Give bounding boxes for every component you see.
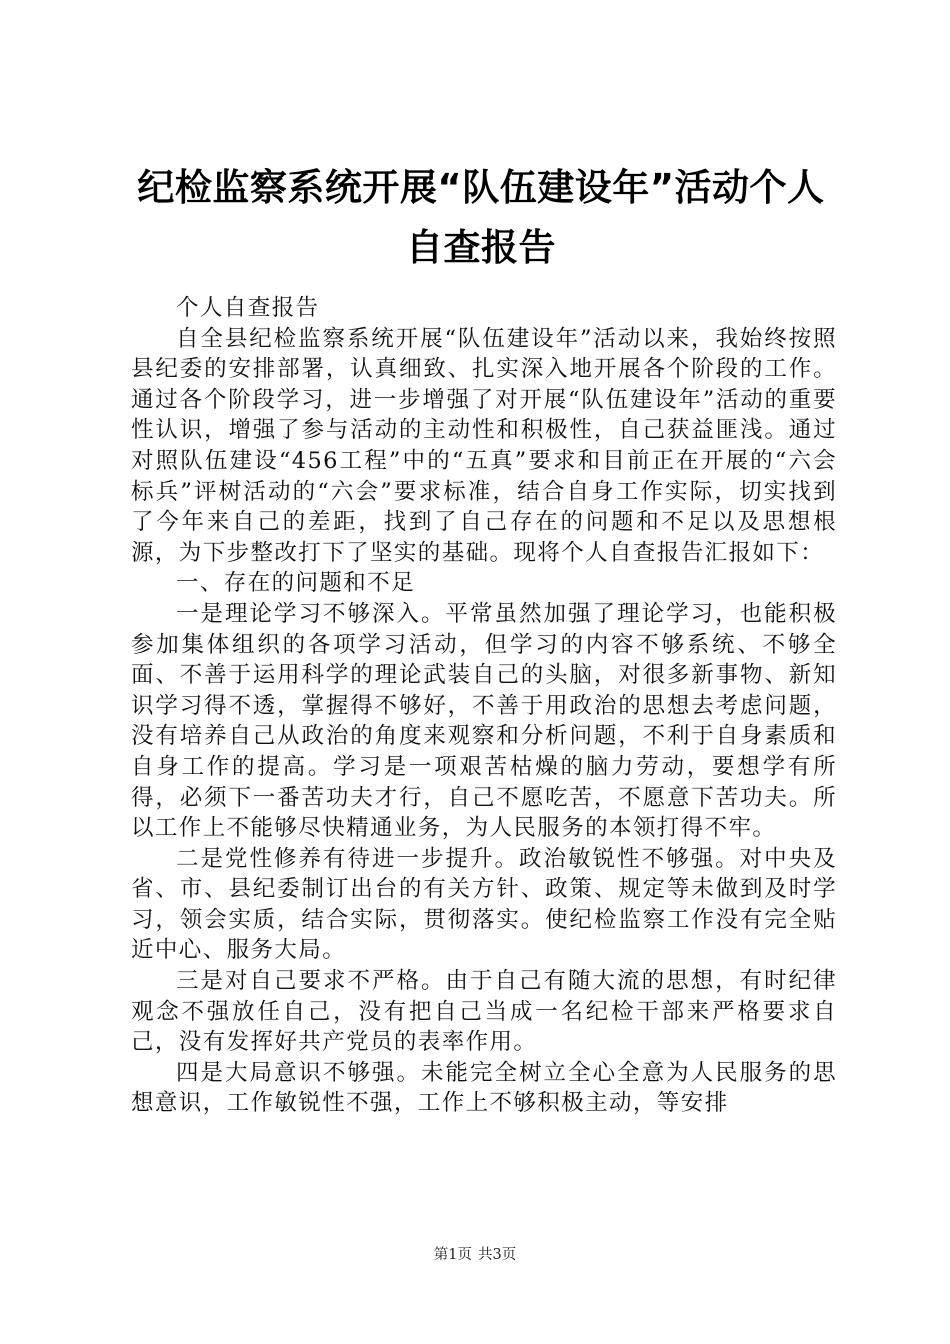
document-title: 纪检监察系统开展“队伍建设年”活动个人自查报告	[137, 166, 825, 269]
paragraph-intro: 自全县纪检监察系统开展“队伍建设年”活动以来，我始终按照县纪委的安排部署，认真细致、扎实深入地开展各个阶段的工作。通过各个阶段学习，进一步增强了对开展“队伍建设年”活动的重要性认识，增强了参与活动的主动性和积极性，自己获益匪浅。通过对照队伍建设“456工程”中的“五真”要求和目前正在开展的“六会标兵”评树活动的“六会”要求标准，结合自身工作实际，切实找到了今年来自己的差距，找到了自己存在的问题和不足以及思想根源，为下步整改打下了坚实的基础。现将个人自查报告汇报如下：	[131, 325, 837, 566]
page-number: 第1页	[433, 1247, 472, 1263]
page-footer	[0, 1245, 950, 1265]
paragraph-subtitle: 个人自查报告	[176, 295, 320, 321]
paragraph-point-1: 一是理论学习不够深入。平常虽然加强了理论学习，也能积极参加集体组织的各项学习活动，但学习的内容不够系统、不够全面、不善于运用科学的理论武装自己的头脑，对很多新事物、新知识学习得不透，掌握得不够好，不善于用政治的思想去考虑问题，没有培养自己从政治的角度来观察和分析问题，不利于自身素质和自身工作的提高。学习是一项艰苦枯燥的脑力劳动，要想学有所得，必须下一番苦功夫才行，自己不愿吃苦，不愿意下苦功夫。所以工作上不能够尽快精通业务，为人民服务的本领打得不牢。	[131, 600, 837, 842]
paragraph-point-4: 四是大局意识不够强。未能完全树立全心全意为人民服务的思想意识，工作敏锐性不强，工作上不够积极主动，等安排	[131, 1059, 837, 1117]
page-total: 共3页	[478, 1247, 517, 1263]
paragraph-point-2: 二是党性修养有待进一步提升。政治敏锐性不够强。对中央及省、市、县纪委制订出台的有关方针、政策、规定等未做到及时学习，领会实质，结合实际，贯彻落实。使纪检监察工作没有完全贴近中心、服务大局。	[131, 845, 837, 964]
document-body	[131, 293, 837, 1119]
paragraph-point-3: 三是对自己要求不严格。由于自己有随大流的思想，有时纪律观念不强放任自己，没有把自己当成一名纪检干部来严格要求自己，没有发挥好共产党员的表率作用。	[131, 968, 837, 1056]
section-heading: 一、存在的问题和不足	[176, 570, 416, 597]
